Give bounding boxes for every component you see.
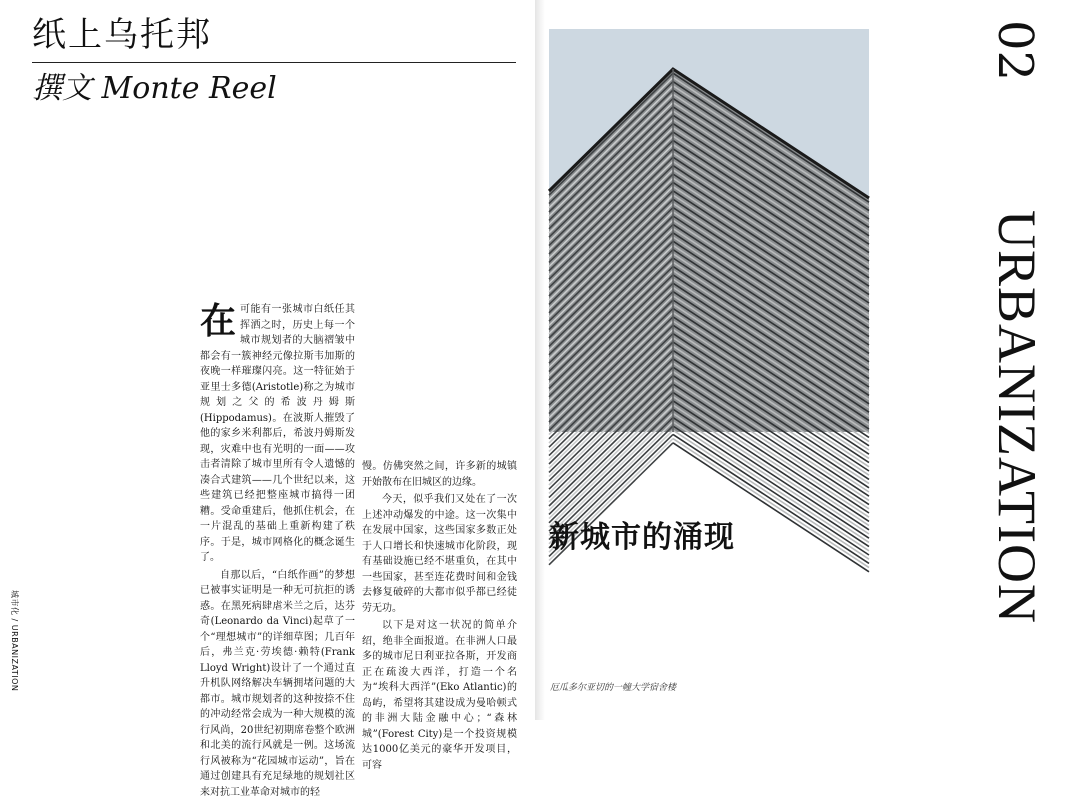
- page-spine-label: [6, 590, 26, 700]
- article-title: 纸上乌托邦: [32, 15, 212, 55]
- body-column-1: [200, 302, 355, 802]
- spine-label-text: 城市化 / URBANIZATION: [10, 590, 19, 692]
- building-photo: [549, 29, 869, 432]
- paragraph-5: 以下是对这一状况的简单介绍，绝非全面报道。在非洲人口最多的城市尼日利亚拉各斯，开发商正在疏浚大西洋，打造一个名为“埃科大西洋”(Eko Atlantic)的岛屿，希望将其建设成为曼哈顿式的非洲大陆金融中心；“森林城”(Forest City)是一个投资规模达1000亿美元的豪华开发项目，可容: [362, 620, 517, 771]
- article-byline: 撰文 Monte Reel: [32, 71, 277, 106]
- paragraph-4: 今天，似乎我们又处在了一次上述冲动爆发的中途。这一次集中在发展中国家，这些国家多数正处于人口增长和快速城市化阶段，现有基础设施已经不堪重负，在其中一些国家，甚至连花费时间和金钱去修复破碎的大都市似乎都已经徒劳无功。: [362, 494, 517, 614]
- page-fold-shadow: [535, 0, 545, 720]
- paragraph-1: [200, 302, 355, 566]
- title-divider: [32, 62, 516, 63]
- article-title-block: [32, 12, 516, 109]
- building-photo-svg: [549, 29, 869, 432]
- photo-caption: 厄瓜多尔亚切的一幢大学宿舍楼: [550, 683, 677, 693]
- section-number: 02: [987, 20, 1043, 82]
- section-word: URBANIZATION: [987, 210, 1047, 624]
- section-heading: 新城市的涌现: [549, 520, 735, 555]
- paragraph-1-text: 可能有一张城市白纸任其挥洒之时，历史上每一个城市规划者的大脑褶皱中都会有一簇神经元像拉斯韦加斯的夜晚一样璀璨闪亮。这一特征始于亚里士多德(Aristotle)称之为城市规划之父的希波丹姆斯(Hippodamus)。在波斯人摧毁了他的家乡米利都后，希波丹姆斯发现，灾难中也有光明的一面——攻击者清除了城市里所有令人遗憾的凑合式建筑——几个世纪以来，这些建筑已经把整座城市搞得一团糟。受命重建后，他抓住机会，在一片混乱的基础上重新构建了秩序。于是，城市网格化的概念诞生了。: [200, 304, 355, 563]
- body-column-2: [362, 459, 517, 775]
- drop-cap: 在: [200, 300, 237, 342]
- paragraph-2: 自那以后，“白纸作画”的梦想已被事实证明是一种无可抗拒的诱惑。在黑死病肆虐米兰之后，达芬奇(Leonardo da Vinci)起草了一个“理想城市”的详细草图；几百年后，弗兰克·劳埃德·赖特(Frank Lloyd Wright)设计了一个通过直升机队网络解决车辆拥堵问题的大都市。城市规划者的这种按捺不住的冲动经常会成为一种大规模的流行风尚，20世纪初期席卷整个欧洲和北美的流行风就是一例。这场流行风被称为“花园城市运动”，旨在通过创建具有充足绿地的规划社区来对抗工业革命对城市的轻: [200, 569, 355, 798]
- paragraph-3: 慢。仿佛突然之间，许多新的城镇开始散布在旧城区的边缘。: [362, 461, 517, 488]
